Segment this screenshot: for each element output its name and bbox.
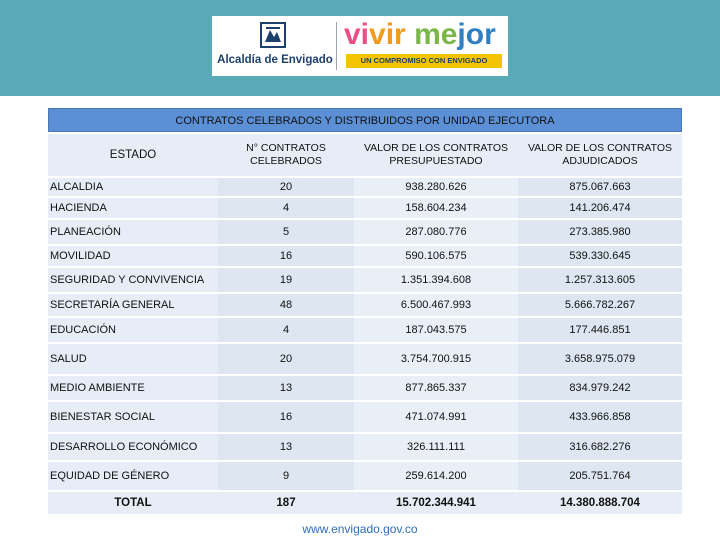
- row-adjudicados: 3.658.975.079: [518, 344, 682, 376]
- header-estado: ESTADO: [48, 134, 218, 178]
- row-estado: EDUCACIÓN: [48, 318, 218, 344]
- row-estado: DESARROLLO ECONÓMICO: [48, 434, 218, 462]
- table-title: CONTRATOS CELEBRADOS Y DISTRIBUIDOS POR UNIDAD EJECUTORA: [48, 108, 682, 132]
- logo-divider: [336, 22, 337, 70]
- row-adjudicados: 273.385.980: [518, 220, 682, 246]
- row-estado: MOVILIDAD: [48, 246, 218, 268]
- row-celebrados: 20: [218, 344, 354, 376]
- table-row: [48, 246, 682, 268]
- logo-area: [212, 16, 508, 76]
- row-celebrados: 16: [218, 402, 354, 434]
- row-presupuestado: 259.614.200: [354, 462, 518, 492]
- row-adjudicados: 5.666.782.267: [518, 294, 682, 318]
- row-celebrados: 13: [218, 376, 354, 402]
- table-row: [48, 376, 682, 402]
- table-row: [48, 344, 682, 376]
- row-celebrados: 4: [218, 198, 354, 220]
- header-presupuestado: VALOR DE LOS CONTRATOS PRESUPUESTADO: [354, 134, 518, 178]
- row-estado: BIENESTAR SOCIAL: [48, 402, 218, 434]
- row-celebrados: 9: [218, 462, 354, 492]
- row-presupuestado: 287.080.776: [354, 220, 518, 246]
- row-adjudicados: 834.979.242: [518, 376, 682, 402]
- table-row: [48, 220, 682, 246]
- row-adjudicados: 141.206.474: [518, 198, 682, 220]
- table-row: [48, 318, 682, 344]
- row-celebrados: 16: [218, 246, 354, 268]
- row-presupuestado: 471.074.991: [354, 402, 518, 434]
- footer-url[interactable]: www.envigado.gov.co: [302, 522, 418, 536]
- row-adjudicados: 316.682.276: [518, 434, 682, 462]
- row-estado: SEGURIDAD Y CONVIVENCIA: [48, 268, 218, 294]
- row-adjudicados: 433.966.858: [518, 402, 682, 434]
- row-celebrados: 13: [218, 434, 354, 462]
- header-row: [48, 134, 682, 178]
- row-estado: SALUD: [48, 344, 218, 376]
- total-adjudicados: 14.380.888.704: [518, 492, 682, 516]
- row-estado: PLANEACIÓN: [48, 220, 218, 246]
- row-presupuestado: 326.111.111: [354, 434, 518, 462]
- row-presupuestado: 938.280.626: [354, 178, 518, 198]
- row-celebrados: 5: [218, 220, 354, 246]
- table-row: [48, 434, 682, 462]
- row-celebrados: 20: [218, 178, 354, 198]
- envigado-emblem-icon: [260, 22, 286, 48]
- total-celebrados: 187: [218, 492, 354, 516]
- row-adjudicados: 539.330.645: [518, 246, 682, 268]
- row-presupuestado: 6.500.467.993: [354, 294, 518, 318]
- row-presupuestado: 158.604.234: [354, 198, 518, 220]
- slogan-badge: UN COMPROMISO CON ENVIGADO: [346, 54, 502, 68]
- row-adjudicados: 875.067.663: [518, 178, 682, 198]
- row-adjudicados: 1.257.313.605: [518, 268, 682, 294]
- row-presupuestado: 3.754.700.915: [354, 344, 518, 376]
- table-row: [48, 402, 682, 434]
- total-row: [48, 492, 682, 516]
- row-estado: HACIENDA: [48, 198, 218, 220]
- row-presupuestado: 877.865.337: [354, 376, 518, 402]
- row-presupuestado: 1.351.394.608: [354, 268, 518, 294]
- row-presupuestado: 590.106.575: [354, 246, 518, 268]
- total-presupuestado: 15.702.344.941: [354, 492, 518, 516]
- table-row: [48, 268, 682, 294]
- row-presupuestado: 187.043.575: [354, 318, 518, 344]
- alcaldia-name: Alcaldía de Envigado: [217, 54, 333, 66]
- row-estado: MEDIO AMBIENTE: [48, 376, 218, 402]
- row-adjudicados: 177.446.851: [518, 318, 682, 344]
- row-adjudicados: 205.751.764: [518, 462, 682, 492]
- table-row: [48, 198, 682, 220]
- table-row: [48, 294, 682, 318]
- row-celebrados: 48: [218, 294, 354, 318]
- table-row: [48, 462, 682, 492]
- row-celebrados: 19: [218, 268, 354, 294]
- table-row: [48, 178, 682, 198]
- vivir-mejor-logo: vivir mejor: [344, 18, 496, 51]
- contracts-table: [48, 134, 682, 516]
- total-label: TOTAL: [48, 492, 218, 516]
- header-adjudicados: VALOR DE LOS CONTRATOS ADJUDICADOS: [518, 134, 682, 178]
- row-estado: SECRETARÍA GENERAL: [48, 294, 218, 318]
- row-celebrados: 4: [218, 318, 354, 344]
- header-celebrados: N° CONTRATOS CELEBRADOS: [218, 134, 354, 178]
- header-banner: [0, 0, 720, 96]
- row-estado: EQUIDAD DE GÉNERO: [48, 462, 218, 492]
- row-estado: ALCALDIA: [48, 178, 218, 198]
